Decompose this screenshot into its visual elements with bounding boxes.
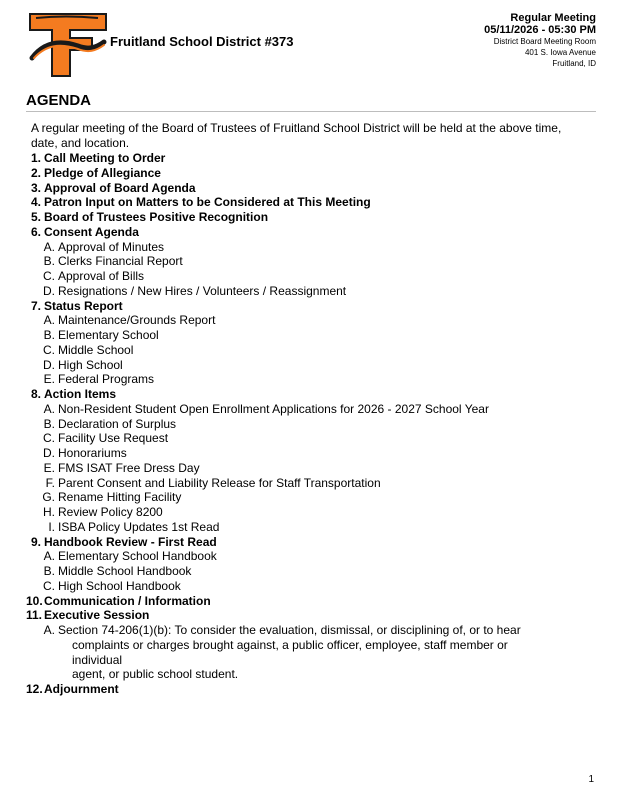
- agenda-item-label: Adjournment: [44, 682, 119, 696]
- agenda-item: [26, 682, 596, 697]
- agenda-item-number: 3.: [30, 180, 41, 195]
- agenda-subitem-letter: D.: [43, 446, 55, 460]
- grizzlies-f-logo-icon: [26, 12, 108, 78]
- district-name: Fruitland School District #373: [110, 34, 294, 49]
- agenda-subitem: [26, 476, 596, 491]
- agenda-subitem-letter: C.: [43, 578, 55, 593]
- agenda-item-number: 2.: [30, 165, 41, 180]
- agenda-subitem-letter: C.: [43, 269, 55, 283]
- agenda-subitem: [26, 461, 596, 476]
- agenda-subitem-letter: G.: [42, 490, 55, 505]
- district-logo: [26, 12, 108, 78]
- agenda-item: [26, 151, 596, 166]
- agenda-item-number: 8.: [30, 387, 41, 401]
- location-room: District Board Meeting Room: [493, 37, 596, 46]
- agenda-subitem-letter: A.: [43, 549, 55, 564]
- agenda-title: AGENDA: [26, 92, 92, 109]
- agenda-subitem-letter: B.: [43, 328, 55, 342]
- agenda-subitem-text: Resignations / New Hires / Volunteers / Reassignment: [58, 283, 347, 298]
- agenda-subitem-text: Clerks Financial Report: [58, 254, 183, 269]
- agenda-subitem: [26, 623, 596, 682]
- agenda-subitem: [26, 372, 596, 387]
- agenda-item-label: Pledge of Allegiance: [44, 165, 161, 180]
- agenda-item: [26, 535, 596, 550]
- agenda-subitem: [26, 343, 596, 358]
- agenda-item-number: 4.: [30, 195, 41, 210]
- agenda-subitem-text-continued: agent, or public school student.: [72, 667, 239, 682]
- agenda-subitem-letter: A.: [43, 401, 55, 416]
- agenda-list: [26, 151, 596, 697]
- agenda-subitem-letter: D.: [43, 283, 55, 298]
- agenda-item: [26, 210, 596, 225]
- agenda-item-label: Status Report: [44, 298, 123, 313]
- agenda-item-label: Handbook Review - First Read: [44, 534, 217, 549]
- agenda-subitem: [26, 269, 596, 284]
- agenda-subitem-letter: C.: [43, 431, 55, 446]
- agenda-subitem-letter: E.: [43, 460, 55, 475]
- agenda-item-label: Consent Agenda: [44, 224, 139, 239]
- agenda-subitem-text: Parent Consent and Liability Release for Staff Transportation: [58, 475, 381, 490]
- agenda-subitem-text: Declaration of Surplus: [58, 416, 177, 431]
- agenda-subitem-text: Honorariums: [58, 446, 127, 460]
- agenda-subitem: [26, 564, 596, 579]
- meeting-info: [484, 12, 596, 69]
- agenda-subitem-text: High School Handbook: [58, 578, 181, 593]
- agenda-item-label: Patron Input on Matters to be Considered at This Meeting: [44, 195, 371, 210]
- agenda-subitem-text: Rename Hitting Facility: [58, 490, 182, 505]
- agenda-item-label: Communication / Information: [44, 593, 211, 608]
- agenda-subitem: [26, 549, 596, 564]
- agenda-subitem: [26, 505, 596, 520]
- agenda-subitem: [26, 284, 596, 299]
- agenda-intro: A regular meeting of the Board of Trustees of Fruitland School District will be held at the above time, date, and location.: [31, 121, 562, 150]
- agenda-item-label: Approval of Board Agenda: [44, 180, 196, 195]
- agenda-subitem-text: Review Policy 8200: [58, 505, 163, 519]
- agenda-subitem-letter: H.: [43, 505, 55, 519]
- agenda-item-number: 7.: [30, 298, 41, 313]
- agenda-subitem-letter: E.: [43, 372, 55, 387]
- agenda-subitem-letter: I.: [48, 519, 55, 534]
- agenda-item-number: 11.: [26, 608, 43, 623]
- agenda-subitem: [26, 240, 596, 255]
- agenda-subitem-text: Elementary School: [58, 328, 159, 342]
- location-city: Fruitland, ID: [552, 59, 596, 68]
- agenda-subitem: [26, 490, 596, 505]
- agenda-subitem: [26, 579, 596, 594]
- agenda-subitem-text: Federal Programs: [58, 372, 155, 387]
- agenda-subitem: [26, 313, 596, 328]
- page-number: 1: [588, 774, 594, 785]
- document-header: [26, 12, 596, 78]
- agenda-subitem-letter: B.: [43, 254, 55, 269]
- agenda-subitem-text: Non-Resident Student Open Enrollment Applications for 2026 - 2027 School Year: [58, 401, 489, 416]
- agenda-item: [26, 181, 596, 196]
- agenda-item: [26, 299, 596, 314]
- agenda-subitem: [26, 431, 596, 446]
- agenda-item-label: Board of Trustees Positive Recognition: [44, 210, 269, 224]
- agenda-subitem-text: Approval of Bills: [58, 269, 145, 283]
- agenda-subitem-text-continued: complaints or charges brought against, a public officer, employee, staff member or individual: [72, 637, 508, 667]
- agenda-subitem-letter: D.: [43, 357, 55, 372]
- agenda-item: [26, 387, 596, 402]
- agenda-subitem-letter: F.: [45, 475, 55, 490]
- agenda-item: [26, 594, 596, 609]
- agenda-subitem: [26, 254, 596, 269]
- agenda-subitem-text: ISBA Policy Updates 1st Read: [58, 519, 220, 534]
- agenda-item-number: 5.: [30, 210, 41, 224]
- agenda-subitem-text: FMS ISAT Free Dress Day: [58, 460, 200, 475]
- agenda-item-number: 9.: [30, 534, 41, 549]
- agenda-subitem-text: Middle School Handbook: [58, 564, 192, 578]
- agenda-subitem-text: Approval of Minutes: [58, 239, 165, 254]
- agenda-subitem-letter: A.: [43, 313, 55, 328]
- agenda-subitem-text: Middle School: [58, 342, 134, 357]
- agenda-item-number: 10.: [26, 593, 43, 608]
- agenda-subitem: [26, 446, 596, 461]
- agenda-subitem-letter: B.: [43, 416, 55, 431]
- agenda-item-label: Call Meeting to Order: [44, 151, 166, 165]
- agenda-subitem: [26, 520, 596, 535]
- agenda-subitem-letter: C.: [43, 342, 55, 357]
- agenda-item: [26, 608, 596, 623]
- agenda-item-label: Executive Session: [44, 608, 150, 623]
- meeting-type: Regular Meeting: [510, 12, 596, 24]
- agenda-subitem-letter: B.: [43, 564, 55, 578]
- location-street: 401 S. Iowa Avenue: [524, 48, 596, 57]
- agenda-item-label: Action Items: [44, 387, 117, 401]
- agenda-subitem: [26, 402, 596, 417]
- agenda-item-number: 1.: [30, 151, 41, 165]
- agenda-subitem: [26, 328, 596, 343]
- agenda-item-number: 12.: [26, 682, 43, 696]
- agenda-item: [26, 225, 596, 240]
- agenda-subitem-text: Maintenance/Grounds Report: [58, 313, 216, 328]
- agenda-subitem: [26, 358, 596, 373]
- agenda-item: [26, 195, 596, 210]
- agenda-item-number: 6.: [30, 224, 41, 239]
- meeting-datetime: 05/11/2026 - 05:30 PM: [484, 24, 596, 36]
- agenda-subitem: [26, 417, 596, 432]
- agenda-subitem-text: High School: [58, 357, 123, 372]
- agenda-subitem-letter: A.: [43, 239, 55, 254]
- agenda-subitem-text: Section 74-206(1)(b): To consider the evaluation, dismissal, or disciplining of, or to hear: [58, 623, 521, 637]
- agenda-subitem-text: Facility Use Request: [58, 431, 169, 446]
- agenda-subitem-text: Elementary School Handbook: [58, 549, 217, 564]
- title-divider: [26, 111, 596, 112]
- agenda-subitem-letter: A.: [43, 623, 55, 637]
- agenda-item: [26, 166, 596, 181]
